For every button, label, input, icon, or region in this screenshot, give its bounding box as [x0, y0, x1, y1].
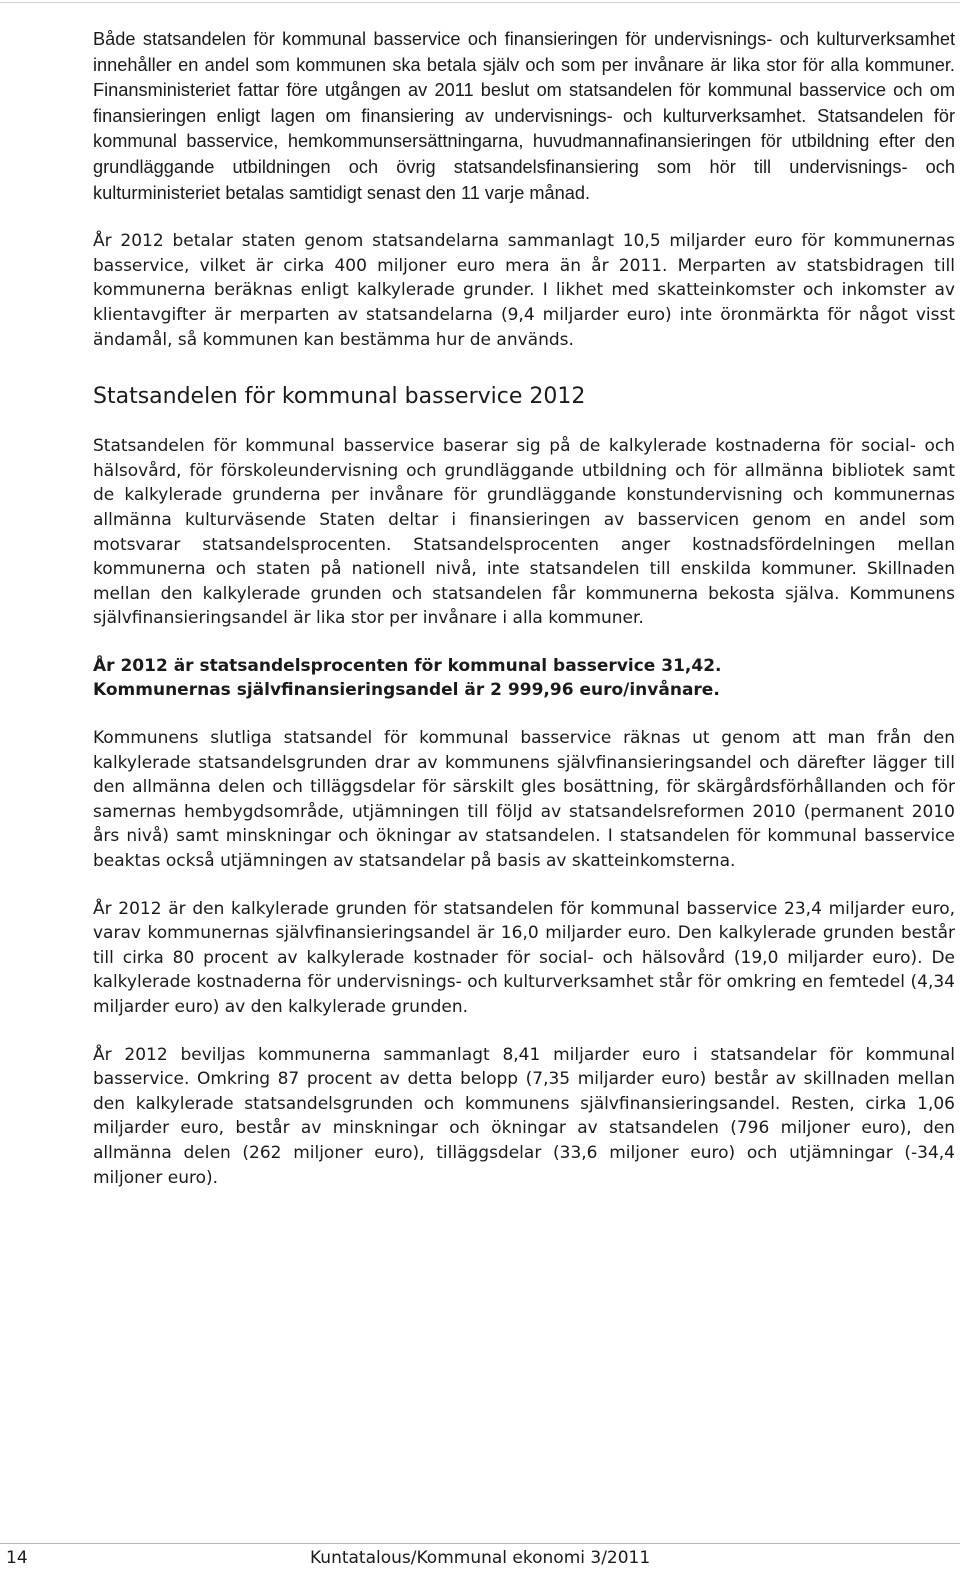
highlight-self-financing: Kommunernas självfinansieringsandel är 2 999,96 euro/invånare. [93, 680, 720, 701]
highlight-block [93, 654, 955, 703]
footer-rule [0, 1543, 960, 1544]
paragraph-calculated-basis: År 2012 är den kalkylerade grunden för statsandelen för kommunal basservice 23,4 miljarder euro, varav kommunernas självfinansieringsandel är 16,0 miljarder euro. Den kalkylerade grunden består till cirka 80 procent av kalkylerade kostnader för social- och hälsovård (19,0 miljarder euro). De kalkylerade kostnaderna för undervisnings- och kulturverksamhet står för omkring en femtedel (4,34 miljarder euro) av den kalkylerade grunden. [93, 898, 955, 1017]
paragraph-intro-part-b: Statsandelen för kommunal basservice, hemkommunsersättningarna, huvudmannafinansieringen för utbildning efter den grundläggande utbildningen och övrig statsandelsfinansiering som hör till undervisnings- och kulturministeriet betalas samtidigt senast den 11 varje månad. [93, 105, 955, 203]
top-rule [0, 2, 960, 3]
section-heading: Statsandelen för kommunal basservice 2012 [93, 384, 586, 410]
paragraph-intro-part-a: Både statsandelen för kommunal basservice och finansieringen för undervisnings- och kulturverksamhet innehåller en andel som kommunen ska betala själv och som per invånare är lika stor för alla kommuner. Finansministeriet fattar före utgången av 2011 beslut om statsandelen för kommunal basservice och om finansieringen enligt lagen om finansiering av undervisnings- och kulturverksamhet. [93, 29, 955, 126]
article-body [93, 27, 955, 1190]
paragraph-basis: Statsandelen för kommunal basservice baserar sig på de kalkylerade kostnaderna för social- och hälsovård, för förskoleundervisning och grundläggande utbildning och för allmänna bibliotek samt de kalkylerade grunderna per invånare för grundläggande konstundervisning och kommunernas allmänna kulturväsende Staten deltar i finansieringen av basservicen genom en andel som motsvarar statsandelsprocenten. Statsandelsprocenten anger kostnadsfördelningen mellan kommunerna och staten på nationell nivå, inte statsandelen till enskilda kommuner. Skillnaden mellan den kalkylerade grunden och statsandelen får kommunerna bekosta själva. Kommunens självfinansieringsandel är lika stor per invånare i alla kommuner. [93, 436, 955, 629]
paragraph-final-calculation: Kommunens slutliga statsandel för kommunal basservice räknas ut genom att man från den kalkylerade statsandelsgrunden drar av kommunens självfinansieringsandel och därefter lägger till den allmänna delen och tilläggsdelar för särskilt gles bosättning, för skärgårdsförhållanden och för samernas hembygdsområde, utjämningen till följd av statsandelsreformen 2010 (permanent 2010 års nivå) samt minskningar och ökningar av statsandelen. I statsandelen för kommunal basservice beaktas också utjämningen av statsandelar på basis av skatteinkomsterna. [93, 728, 955, 872]
paragraph-granted-amount: År 2012 beviljas kommunerna sammanlagt 8,41 miljarder euro i statsandelar för kommunal basservice. Omkring 87 procent av detta belopp (7,35 miljarder euro) består av skillnaden mellan den kalkylerade statsandelsgrunden och kommunens självfinansieringsandel. Resten, cirka 1,06 miljarder euro, består av minskningar och ökningar av statsandelen (796 miljoner euro), den allmänna delen (262 miljoner euro), tilläggsdelar (33,6 miljoner euro) och utjämningar (-34,4 miljoner euro). [93, 1044, 955, 1188]
highlight-percentage: År 2012 är statsandelsprocenten för kommunal basservice 31,42. [93, 655, 722, 676]
page-number: 14 [6, 1548, 28, 1568]
paragraph-funding-2012: År 2012 betalar staten genom statsandelarna sammanlagt 10,5 miljarder euro för kommunernas basservice, vilket är cirka 400 miljoner euro mera än år 2011. Merparten av statsbidragen till kommunerna beräknas enligt kalkylerade grunder. I likhet med skatteinkomster och inkomster av klientavgifter är merparten av statsandelarna (9,4 miljarder euro) inte öronmärkta för något visst ändamål, så kommunen kan bestämma hur de används. [93, 231, 955, 350]
publication-title: Kuntatalous/Kommunal ekonomi 3/2011 [310, 1548, 651, 1568]
paragraph-intro [93, 27, 955, 206]
page-footer [0, 1548, 960, 1568]
